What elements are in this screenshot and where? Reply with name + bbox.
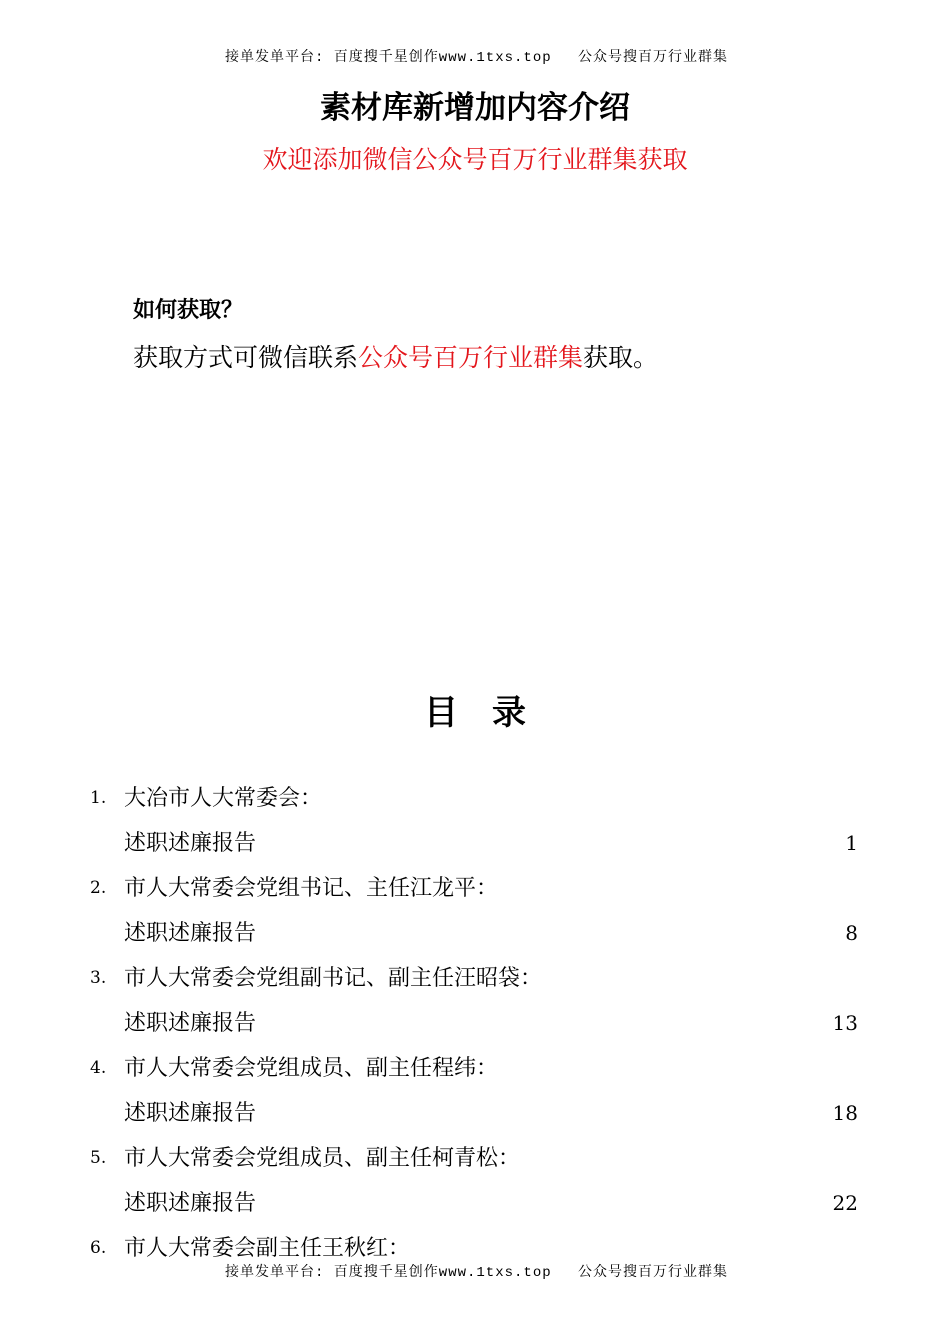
toc-entry-title-row <box>0 956 950 1001</box>
toc-entry-page: 22 <box>832 1191 858 1215</box>
toc-entry-page: 18 <box>832 1101 858 1125</box>
toc-entry-title: 市人大常委会党组书记、主任江龙平： <box>124 876 499 901</box>
toc-entry-subtitle-row <box>0 1181 950 1226</box>
header-platform-text: 接单发单平台: 百度搜千星创作www.1txs.top <box>225 50 552 66</box>
toc-entry-title: 市人大常委会党组成员、副主任程纬： <box>124 1056 499 1081</box>
toc-entry-title-row <box>0 776 950 821</box>
toc-entry-title-row <box>0 866 950 911</box>
toc-entry-title: 市人大常委会党组副书记、副主任汪昭袋： <box>124 966 543 991</box>
toc-entry-subtitle: 述职述廉报告 <box>124 1191 257 1216</box>
page-header <box>0 47 950 69</box>
toc-entry-subtitle-row <box>0 1001 950 1046</box>
toc-entry-title-row <box>0 1046 950 1091</box>
toc-entry-number: 6. <box>90 1238 107 1258</box>
how-to-get-text <box>133 340 658 376</box>
header-account-text: 公众号搜百万行业群集 <box>578 50 728 66</box>
document-title: 素材库新增加内容介绍 <box>320 90 630 126</box>
toc-entry-subtitle: 述职述廉报告 <box>124 921 257 946</box>
toc-entry-number: 2. <box>90 878 107 898</box>
toc-entry-subtitle-row <box>0 1091 950 1136</box>
toc-entry-subtitle-row <box>0 821 950 866</box>
toc-entry-number: 4. <box>90 1058 107 1078</box>
toc-entry-number: 5. <box>90 1148 107 1168</box>
toc-entry-page: 8 <box>845 921 858 945</box>
toc-entry-subtitle: 述职述廉报告 <box>124 831 257 856</box>
toc-entry-page: 13 <box>832 1011 858 1035</box>
how-text-highlight: 公众号百万行业群集 <box>358 343 584 372</box>
toc-entry-number: 3. <box>90 968 107 988</box>
how-text-before: 获取方式可微信联系 <box>133 343 359 372</box>
how-to-get-heading: 如何获取？ <box>133 297 244 323</box>
toc-entry-subtitle: 述职述廉报告 <box>124 1101 257 1126</box>
toc-entry-title: 市人大常委会副主任王秋红： <box>124 1236 411 1261</box>
footer-account-text: 公众号搜百万行业群集 <box>578 1265 728 1281</box>
toc-entry-title-row <box>0 1136 950 1181</box>
toc-entry-title: 大冶市人大常委会： <box>124 786 323 811</box>
toc-entry-title: 市人大常委会党组成员、副主任柯青松： <box>124 1146 521 1171</box>
toc-entry-subtitle-row <box>0 911 950 956</box>
how-text-after: 获取。 <box>583 343 659 372</box>
table-of-contents <box>0 776 950 1271</box>
document-subtitle: 欢迎添加微信公众号百万行业群集获取 <box>262 145 688 174</box>
toc-entry-subtitle: 述职述廉报告 <box>124 1011 257 1036</box>
toc-entry-page: 1 <box>845 831 858 855</box>
page-footer <box>0 1262 950 1284</box>
footer-platform-text: 接单发单平台: 百度搜千星创作www.1txs.top <box>225 1265 552 1281</box>
toc-heading: 目 录 <box>424 693 526 733</box>
toc-entry-number: 1. <box>90 788 107 808</box>
